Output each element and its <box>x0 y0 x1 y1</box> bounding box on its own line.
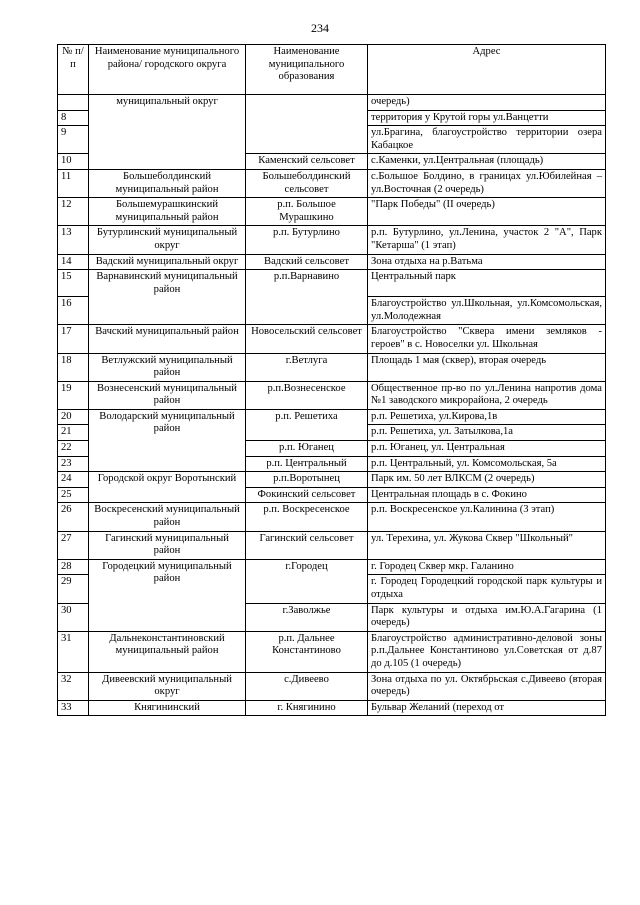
table-row: 32 Дивеевский муниципальный округ с.Дивеево Зона отдыха по ул. Октябрьская с.Дивеево (вторая очередь) <box>58 672 606 700</box>
district-cell: муниципальный округ <box>89 95 246 170</box>
places-table <box>57 44 606 716</box>
table-row: 24 Городской округ Воротынский р.п.Воротынец Парк им. 50 лет ВЛКСМ (2 очередь) <box>58 472 606 488</box>
table-row: 17 Вачский муниципальный район Новосельский сельсовет Благоустройство "Сквера имени земляков - героев" в с. Новоселки ул. Школьная <box>58 325 606 353</box>
table-row: 23 р.п. Центральный р.п. Центральный, ул. Комсомольская, 5а <box>58 456 606 472</box>
entity-cell <box>246 95 368 154</box>
table-row: 12 Большемурашкинский муниципальный район р.п. Большое Мурашкино "Парк Победы" (II очередь) <box>58 198 606 226</box>
table-row: 8 территория у Крутой горы ул.Ванцетти <box>58 110 606 126</box>
table-row: 9 ул.Брагина, благоустройство территории озера Кабацкое <box>58 126 606 154</box>
table-row: 21 р.п. Решетиха, ул. Затылкова,1а <box>58 425 606 441</box>
table-row: 25 Фокинский сельсовет Центральная площадь в с. Фокино <box>58 487 606 503</box>
table-row: 16 Благоустройство ул.Школьная, ул.Комсомольская, ул.Молодежная <box>58 297 606 325</box>
table-row: 26 Воскресенский муниципальный район р.п. Воскресенское р.п. Воскресенское ул.Калинина (3 этап) <box>58 503 606 531</box>
table-row: 30 г.Заволжье Парк культуры и отдыха им.Ю.А.Гагарина (1 очередь) <box>58 603 606 631</box>
table-row: 10 Каменский сельсовет с.Каменки, ул.Центральная (площадь) <box>58 154 606 170</box>
table-row: 29 г. Городец Городецкий городской парк культуры и отдыха <box>58 575 606 603</box>
table-row: 13 Бутурлинский муниципальный округ р.п. Бутурлино р.п. Бутурлино, ул.Ленина, участок 2 "А", Парк "Кетарша" (1 этап) <box>58 226 606 254</box>
table-row: 28 Городецкий муниципальный район г.Городец г. Городец Сквер мкр. Галанино <box>58 559 606 575</box>
table-row: 20 Володарский муниципальный район р.п. Решетиха р.п. Решетиха, ул.Кирова,1в <box>58 409 606 425</box>
table-row: 14 Вадский муниципальный округ Вадский сельсовет Зона отдыха на р.Ватьма <box>58 254 606 270</box>
table-row: 33 Княгининский г. Княгинино Бульвар Желаний (переход от <box>58 700 606 716</box>
table-row: 27 Гагинский муниципальный район Гагинский сельсовет ул. Терехина, ул. Жукова Сквер "Школьный" <box>58 531 606 559</box>
header-entity: Наименование муниципального образования <box>246 45 368 95</box>
table-row: 18 Ветлужский муниципальный район г.Ветлуга Площадь 1 мая (сквер), вторая очередь <box>58 353 606 381</box>
table-row: 22 р.п. Юганец р.п. Юганец, ул. Центральная <box>58 441 606 457</box>
table-row: 31 Дальнеконстантиновский муниципальный район р.п. Дальнее Константиново Благоустройство административно-деловой зоны р.п.Дальнее Константиново ул.Советская от д.87 до д.105 (1 очередь) <box>58 631 606 672</box>
header-district: Наименование муниципального района/ городского округа <box>89 45 246 95</box>
address-cell: очередь) <box>368 95 606 111</box>
header-row <box>58 45 606 95</box>
table-row: 11 Большеболдинский муниципальный район Большеболдинский сельсовет с.Большое Болдино, в границах ул.Юбилейная – ул.Восточная (2 очередь) <box>58 169 606 197</box>
header-address: Адрес <box>368 45 606 95</box>
header-num: № п/п <box>58 45 89 95</box>
page-number: 234 <box>311 21 329 35</box>
table-row <box>58 95 606 111</box>
table-row: 19 Вознесенский муниципальный район р.п.Вознесенское Общественное пр-во по ул.Ленина напротив дома №1 заводского микрорайона, 2 очередь <box>58 381 606 409</box>
table-row: 15 Варнавинский муниципальный район р.п.Варнавино Центральный парк <box>58 270 606 297</box>
